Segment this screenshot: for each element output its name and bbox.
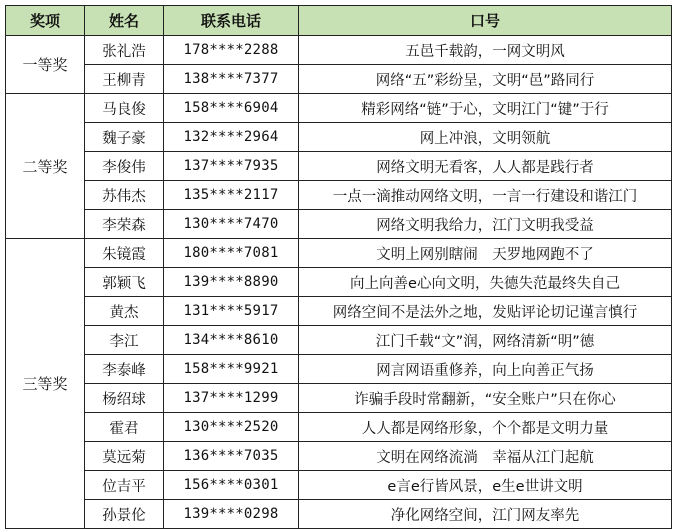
- name-cell: 李荣森: [85, 210, 164, 239]
- table-body: [6, 36, 672, 529]
- slogan-cell: 一点一滴推动网络文明，一言一行建设和谐江门: [299, 181, 672, 210]
- phone-cell: 130****2520: [164, 413, 299, 442]
- table-row: [6, 297, 672, 326]
- phone-cell: 156****0301: [164, 471, 299, 500]
- slogan-cell: 网络文明无看客，人人都是践行者: [299, 152, 672, 181]
- phone-cell: 138****7377: [164, 65, 299, 94]
- header-award: 奖项: [6, 6, 85, 36]
- name-cell: 李泰峰: [85, 355, 164, 384]
- award-cell: 二等奖: [6, 94, 85, 239]
- table-row: [6, 326, 672, 355]
- name-cell: 霍君: [85, 413, 164, 442]
- phone-cell: 139****8890: [164, 268, 299, 297]
- name-cell: 马良俊: [85, 94, 164, 123]
- table-row: [6, 94, 672, 123]
- slogan-cell: 网上冲浪，文明领航: [299, 123, 672, 152]
- slogan-cell: 文明上网别瞎闹 天罗地网跑不了: [299, 239, 672, 268]
- name-cell: 李江: [85, 326, 164, 355]
- header-name: 姓名: [85, 6, 164, 36]
- slogan-cell: 网络空间不是法外之地，发贴评论切记谨言慎行: [299, 297, 672, 326]
- name-cell: 黄杰: [85, 297, 164, 326]
- slogan-cell: 文明在网络流淌 幸福从江门起航: [299, 442, 672, 471]
- phone-cell: 139****0298: [164, 500, 299, 529]
- name-cell: 孙景伦: [85, 500, 164, 529]
- slogan-cell: 五邑千载韵，一网文明风: [299, 36, 672, 65]
- name-cell: 莫远菊: [85, 442, 164, 471]
- slogan-cell: 向上向善e心向文明，失德失范最终失自己: [299, 268, 672, 297]
- header-row: [6, 6, 672, 36]
- name-cell: 郭颖飞: [85, 268, 164, 297]
- table-row: [6, 413, 672, 442]
- table-row: [6, 355, 672, 384]
- table-row: [6, 268, 672, 297]
- slogan-cell: 网络“五”彩纷呈，文明“邑”路同行: [299, 65, 672, 94]
- slogan-cell: 净化网络空间，江门网友率先: [299, 500, 672, 529]
- slogan-cell: 精彩网络“链”于心，文明江门“键”于行: [299, 94, 672, 123]
- table-row: [6, 123, 672, 152]
- phone-cell: 137****1299: [164, 384, 299, 413]
- name-cell: 位吉平: [85, 471, 164, 500]
- name-cell: 张礼浩: [85, 36, 164, 65]
- award-cell: 一等奖: [6, 36, 85, 94]
- phone-cell: 178****2288: [164, 36, 299, 65]
- name-cell: 朱镜霞: [85, 239, 164, 268]
- table-row: [6, 442, 672, 471]
- phone-cell: 158****6904: [164, 94, 299, 123]
- phone-cell: 158****9921: [164, 355, 299, 384]
- slogan-cell: 江门千载“文”润，网络清新“明”德: [299, 326, 672, 355]
- table-row: [6, 210, 672, 239]
- winners-table: [5, 5, 672, 529]
- table-row: [6, 384, 672, 413]
- phone-cell: 135****2117: [164, 181, 299, 210]
- phone-cell: 132****2964: [164, 123, 299, 152]
- name-cell: 魏子豪: [85, 123, 164, 152]
- name-cell: 李俊伟: [85, 152, 164, 181]
- phone-cell: 134****8610: [164, 326, 299, 355]
- name-cell: 杨绍球: [85, 384, 164, 413]
- name-cell: 苏伟杰: [85, 181, 164, 210]
- award-cell: 三等奖: [6, 239, 85, 529]
- name-cell: 王柳青: [85, 65, 164, 94]
- header-phone: 联系电话: [164, 6, 299, 36]
- phone-cell: 130****7470: [164, 210, 299, 239]
- slogan-cell: 诈骗手段时常翻新，“安全账户”只在你心: [299, 384, 672, 413]
- table-row: [6, 181, 672, 210]
- table-row: [6, 471, 672, 500]
- phone-cell: 131****5917: [164, 297, 299, 326]
- table-row: [6, 65, 672, 94]
- table-row: [6, 500, 672, 529]
- slogan-cell: e言e行皆风景，e生e世讲文明: [299, 471, 672, 500]
- slogan-cell: 人人都是网络形象，个个都是文明力量: [299, 413, 672, 442]
- slogan-cell: 网络文明我给力，江门文明我受益: [299, 210, 672, 239]
- slogan-cell: 网言网语重修养，向上向善正气扬: [299, 355, 672, 384]
- phone-cell: 137****7935: [164, 152, 299, 181]
- table-row: [6, 239, 672, 268]
- table-row: [6, 152, 672, 181]
- phone-cell: 136****7035: [164, 442, 299, 471]
- table-row: [6, 36, 672, 65]
- phone-cell: 180****7081: [164, 239, 299, 268]
- header-slogan: 口号: [299, 6, 672, 36]
